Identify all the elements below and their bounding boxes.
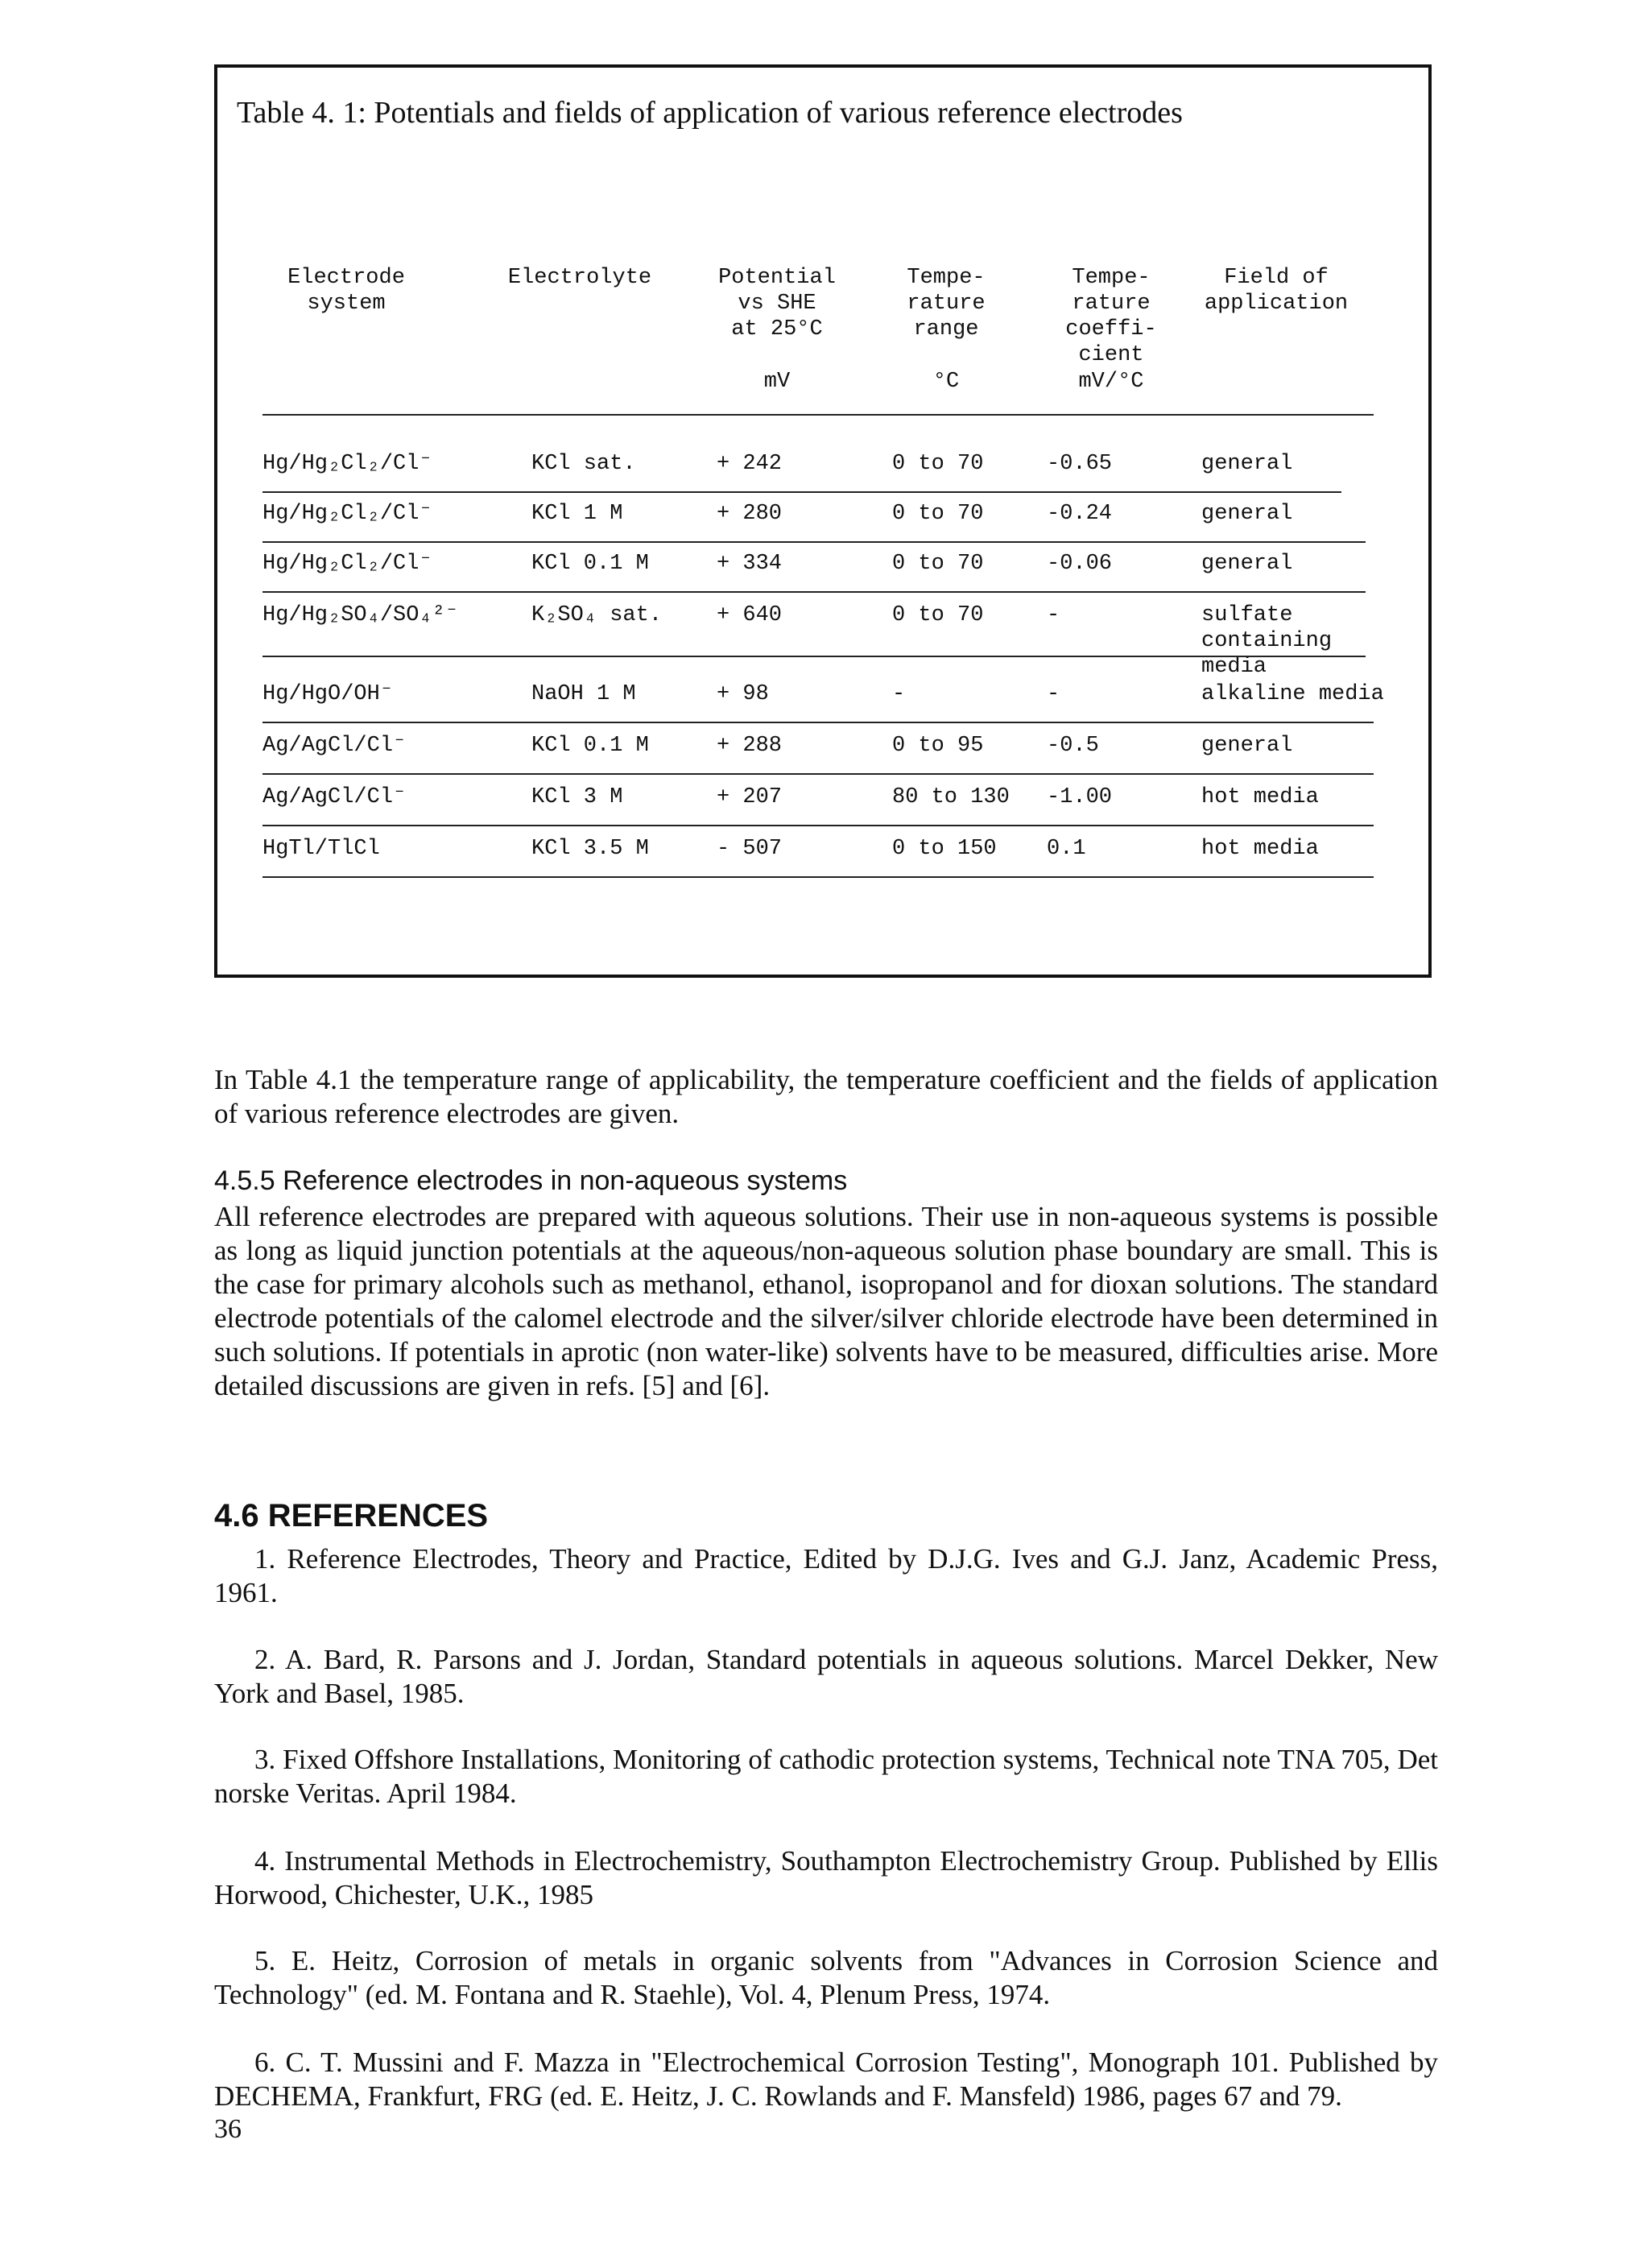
cell-temp-range: 0 to 70 (892, 452, 984, 476)
reference-item: 2. A. Bard, R. Parsons and J. Jordan, Standard potentials in aqueous solutions. Marcel Dekker, New York and Basel, 1985. (214, 1644, 1438, 1709)
row-rule (262, 656, 1366, 657)
cell-electrolyte: KCl sat. (531, 452, 636, 476)
cell-electrolyte: KCl 3 M (531, 785, 623, 809)
cell-electrolyte: KCl 0.1 M (531, 734, 649, 758)
reference-item: 4. Instrumental Methods in Electrochemistry, Southampton Electrochemistry Group. Published by Ellis Horwood, Chichester, U.K., 1985 (214, 1845, 1438, 1910)
unit-temperature: °C (932, 370, 960, 394)
header-electrode-system: Electrode system (287, 266, 405, 316)
cell-electrolyte: K₂SO₄ sat. (531, 603, 663, 627)
cell-temp-coeff: - (1047, 603, 1060, 627)
cell-field: general (1201, 502, 1293, 526)
section-heading: 4.5.5 Reference electrodes in non-aqueous systems (214, 1165, 848, 1196)
unit-temperature-coefficient: mV/°C (1078, 370, 1144, 394)
row-rule (262, 591, 1366, 593)
cell-field: general (1201, 734, 1293, 758)
cell-potential: + 242 (717, 452, 783, 476)
table-caption: Table 4. 1: Potentials and fields of application of various reference electrodes (237, 96, 1183, 130)
cell-electrode: HgTl/TlCl (262, 837, 380, 861)
row-rule (262, 491, 1341, 493)
row-rule (262, 773, 1374, 775)
reference-item: 6. C. T. Mussini and F. Mazza in "Electrochemical Corrosion Testing", Monograph 101. Published by DECHEMA, Frankfurt, FRG (ed. E. Heitz, J. C. Rowlands and F. Mansfeld) 1986, pages 67 and 79. (214, 2047, 1438, 2112)
cell-temp-range: 0 to 70 (892, 552, 984, 576)
cell-temp-coeff: -0.5 (1047, 734, 1099, 758)
cell-field: hot media (1201, 837, 1319, 861)
unit-potential: mV (763, 370, 791, 394)
intro-paragraph: In Table 4.1 the temperature range of applicability, the temperature coefficient and the fields of application of various reference electrodes are given. (214, 1064, 1438, 1129)
cell-electrode: Hg/HgO/OH⁻ (262, 682, 394, 706)
cell-electrolyte: KCl 3.5 M (531, 837, 649, 861)
cell-temp-coeff: 0.1 (1047, 837, 1086, 861)
row-rule (262, 876, 1374, 878)
reference-item: 3. Fixed Offshore Installations, Monitoring of cathodic protection systems, Technical note TNA 705, Det norske Veritas. April 1984. (214, 1744, 1438, 1809)
cell-temp-range: 0 to 95 (892, 734, 984, 758)
section-body: All reference electrodes are prepared with aqueous solutions. Their use in non-aqueous systems is possible as long as liquid junction potentials at the aqueous/non-aqueous solution phase boundary are small. This is the case for primary alcohols such as methanol, ethanol, isopropanol and for dioxan solutions. The standard electrode potentials of the calomel electrode and the silver/silver chloride electrode have been determined in such solutions. If potentials in aprotic (non water-like) solvents have to be measured, difficulties arise. More detailed discussions are given in refs. [5] and [6]. (214, 1201, 1438, 1401)
row-rule (262, 722, 1374, 723)
cell-temp-coeff: -1.00 (1047, 785, 1113, 809)
cell-temp-range: 0 to 70 (892, 502, 984, 526)
cell-electrolyte: KCl 0.1 M (531, 552, 649, 576)
cell-potential: + 280 (717, 502, 783, 526)
cell-field: hot media (1201, 785, 1319, 809)
row-rule (262, 825, 1374, 826)
cell-electrode: Hg/Hg₂Cl₂/Cl⁻ (262, 552, 432, 576)
cell-potential: + 98 (717, 682, 769, 706)
cell-field: alkaline media (1201, 682, 1384, 706)
cell-electrolyte: KCl 1 M (531, 502, 623, 526)
cell-temp-coeff: -0.24 (1047, 502, 1113, 526)
cell-temp-coeff: -0.65 (1047, 452, 1113, 476)
header-electrolyte: Electrolyte (507, 266, 652, 290)
cell-potential: + 334 (717, 552, 783, 576)
header-temperature-coefficient: Tempe- rature coeffi- cient (1065, 266, 1157, 367)
cell-electrode: Ag/AgCl/Cl⁻ (262, 785, 407, 809)
cell-electrode: Hg/Hg₂Cl₂/Cl⁻ (262, 502, 432, 526)
header-potential: Potential vs SHE at 25°C (718, 266, 836, 341)
header-rule (262, 414, 1374, 416)
row-rule (262, 541, 1366, 543)
cell-electrode: Hg/Hg₂Cl₂/Cl⁻ (262, 452, 432, 476)
cell-electrode: Ag/AgCl/Cl⁻ (262, 734, 407, 758)
cell-electrode: Hg/Hg₂SO₄/SO₄²⁻ (262, 603, 459, 627)
references-heading: 4.6 REFERENCES (214, 1498, 489, 1533)
reference-item: 1. Reference Electrodes, Theory and Practice, Edited by D.J.G. Ives and G.J. Janz, Academic Press, 1961. (214, 1543, 1438, 1608)
cell-temp-range: 0 to 70 (892, 603, 984, 627)
cell-electrolyte: NaOH 1 M (531, 682, 636, 706)
cell-temp-range: 0 to 150 (892, 837, 997, 861)
cell-potential: + 288 (717, 734, 783, 758)
cell-temp-coeff: - (1047, 682, 1060, 706)
header-field-of-application: Field of application (1204, 266, 1349, 316)
cell-field: general (1201, 452, 1293, 476)
cell-field: sulfate containing media (1201, 603, 1333, 679)
cell-temp-range: - (892, 682, 906, 706)
cell-potential: + 207 (717, 785, 783, 809)
cell-potential: + 640 (717, 603, 783, 627)
header-temperature-range: Tempe- rature range (907, 266, 986, 341)
cell-temp-coeff: -0.06 (1047, 552, 1113, 576)
reference-electrodes-table (214, 64, 1432, 978)
cell-potential: - 507 (717, 837, 783, 861)
cell-field: general (1201, 552, 1293, 576)
reference-item: 5. E. Heitz, Corrosion of metals in organic solvents from "Advances in Corrosion Science and Technology" (ed. M. Fontana and R. Staehle), Vol. 4, Plenum Press, 1974. (214, 1945, 1438, 2010)
cell-temp-range: 80 to 130 (892, 785, 1010, 809)
page-number: 36 (214, 2114, 242, 2144)
